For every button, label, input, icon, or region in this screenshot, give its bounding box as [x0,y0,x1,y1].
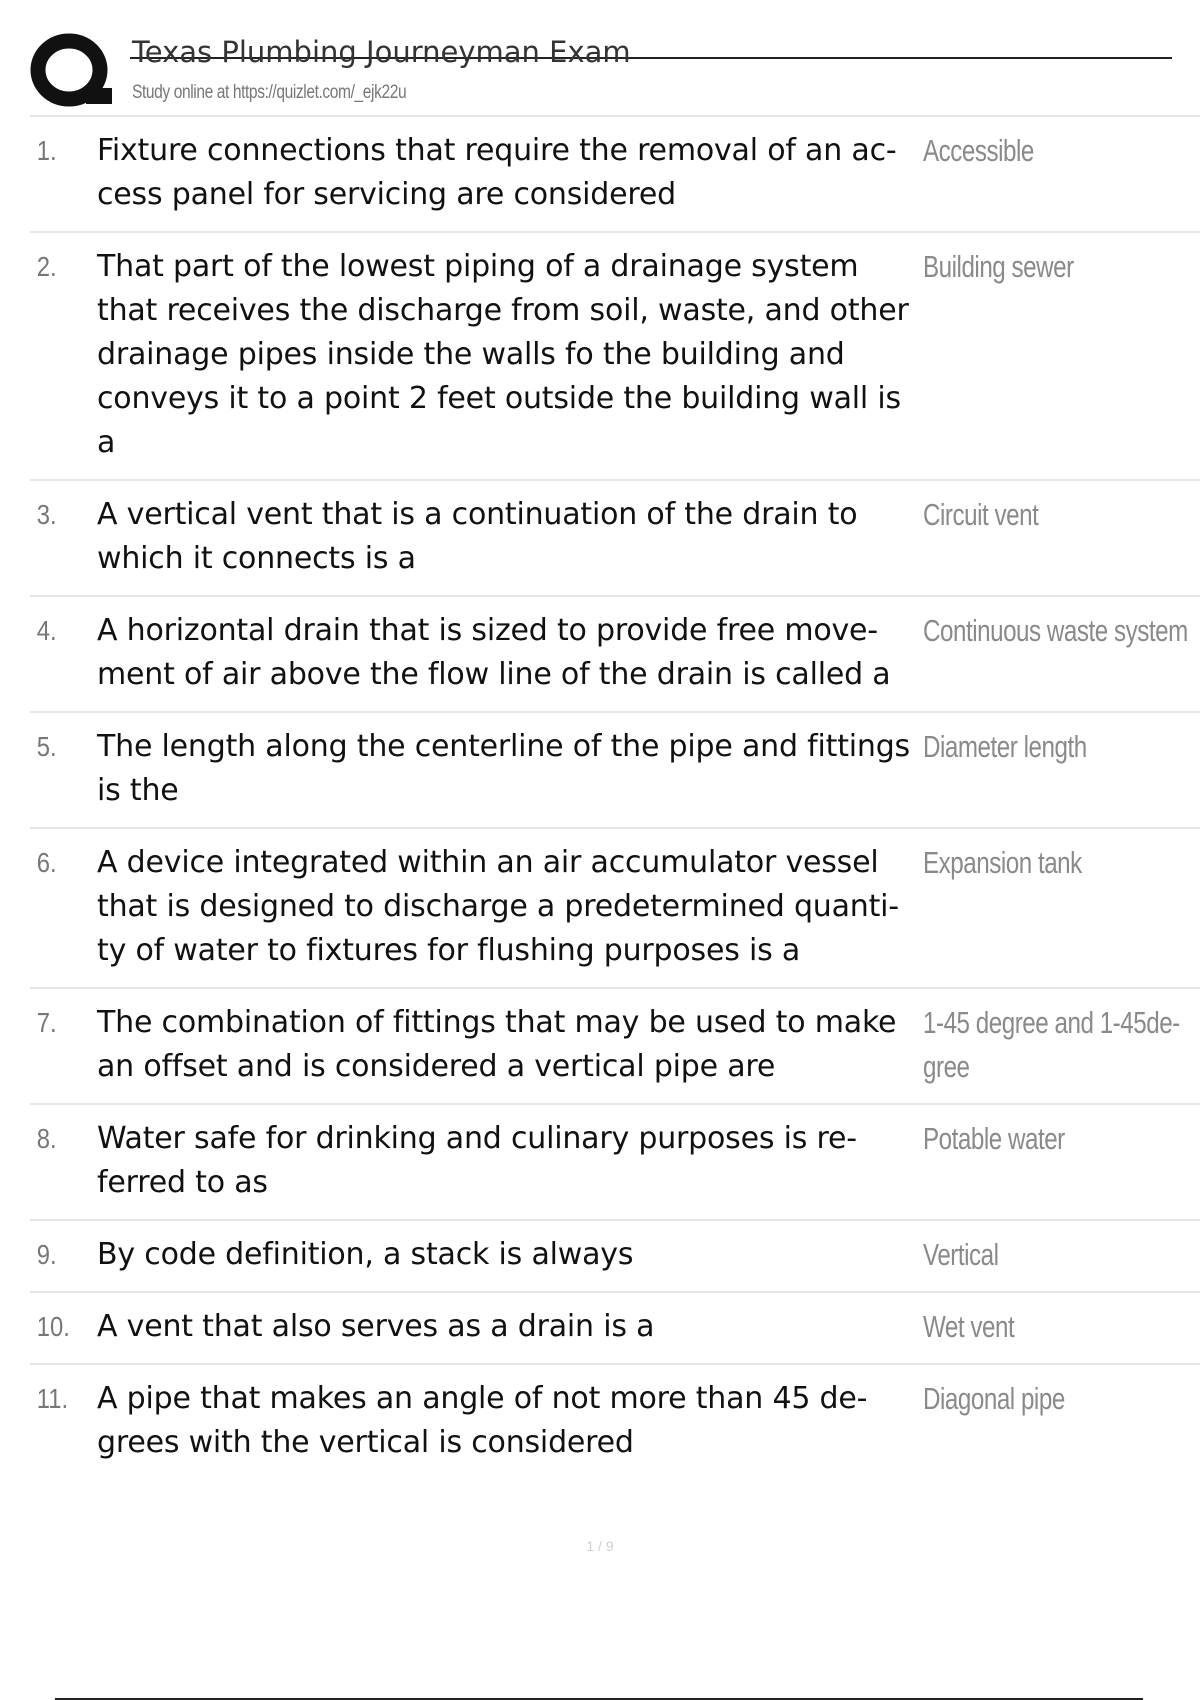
card-question: That part of the lowest piping of a drainage system that receives the discharge from soil, waste, and other drainage pipes inside the walls fo the building and conveys it to a point 2 feet outside the building wall is a [97,249,909,460]
card-answer-text: 1-45 degree and 1-45de-gree [923,1005,1180,1084]
card-question: A pipe that makes an angle of not more than 45 de-grees with the vertical is considered [97,1381,868,1460]
flashcard-row [30,713,1200,829]
card-answer-text: Potable water [923,1121,1065,1156]
flashcard-row [30,829,1200,989]
flashcard-row [30,1293,1200,1365]
card-question: Water safe for drinking and culinary purposes is re-ferred to as [97,1121,857,1200]
card-answer-text: Accessible [923,133,1034,168]
card-answer-text: Wet vent [923,1309,1015,1344]
card-answer [919,841,1200,885]
card-number: 11. [36,1383,69,1414]
card-answer [919,1305,1200,1349]
card-answer [919,725,1200,769]
flashcard-row [30,1221,1200,1293]
card-question: The combination of fittings that may be used to make an offset and is considered a vertical pipe are [97,1005,897,1084]
card-answer-text: Expansion tank [923,845,1082,880]
card-question: The length along the centerline of the pipe and fittings is the [97,729,910,808]
card-answer [919,1001,1200,1089]
page-number: 1 / 9 [586,1538,614,1554]
card-question: A horizontal drain that is sized to provide free move-ment of air above the flow line of the drain is called a [97,613,891,692]
flashcard-row [30,1365,1200,1479]
flashcard-row [30,117,1200,233]
card-number: 7. [36,1007,57,1038]
card-answer-text: Diagonal pipe [923,1381,1065,1416]
card-answer-text: Continuous waste system [923,613,1188,648]
flashcard-row [30,989,1200,1105]
flashcard-row [30,597,1200,713]
card-answer [919,493,1200,537]
card-answer-text: Vertical [923,1237,999,1272]
card-number: 10. [36,1311,70,1342]
flashcard-row [30,233,1200,481]
card-answer [919,1117,1200,1161]
card-number: 5. [36,731,57,762]
card-question: A vertical vent that is a continuation of the drain to which it connects is a [97,497,858,576]
card-answer [919,1233,1200,1277]
card-number: 8. [36,1123,57,1154]
flashcard-row [30,481,1200,597]
card-answer-text: Circuit vent [923,497,1039,532]
flashcard-list [30,117,1200,1479]
flashcard-row [30,1105,1200,1221]
card-question: By code definition, a stack is always [97,1237,634,1272]
card-question: A device integrated within an air accumulator vessel that is designed to discharge a predetermined quanti-ty of water to fixtures for flushing purposes is a [97,845,899,968]
card-question: Fixture connections that require the removal of an ac-cess panel for servicing are considered [97,133,897,212]
card-number: 2. [36,251,57,282]
card-answer [919,609,1200,653]
card-answer-text: Diameter length [923,729,1087,764]
card-number: 9. [36,1239,57,1270]
card-answer [919,1377,1200,1421]
study-online-link[interactable]: Study online at https://quizlet.com/_ejk22u [132,82,407,103]
page-title: Texas Plumbing Journeyman Exam [132,35,631,69]
quizlet-logo-icon [30,32,142,112]
card-number: 3. [36,499,57,530]
card-number: 4. [36,615,57,646]
card-number: 1. [36,135,57,166]
card-number: 6. [36,847,57,878]
card-answer [919,129,1200,173]
card-question: A vent that also serves as a drain is a [97,1309,655,1344]
page-header [30,30,1200,115]
card-answer [919,245,1200,289]
card-answer-text: Building sewer [923,249,1074,284]
